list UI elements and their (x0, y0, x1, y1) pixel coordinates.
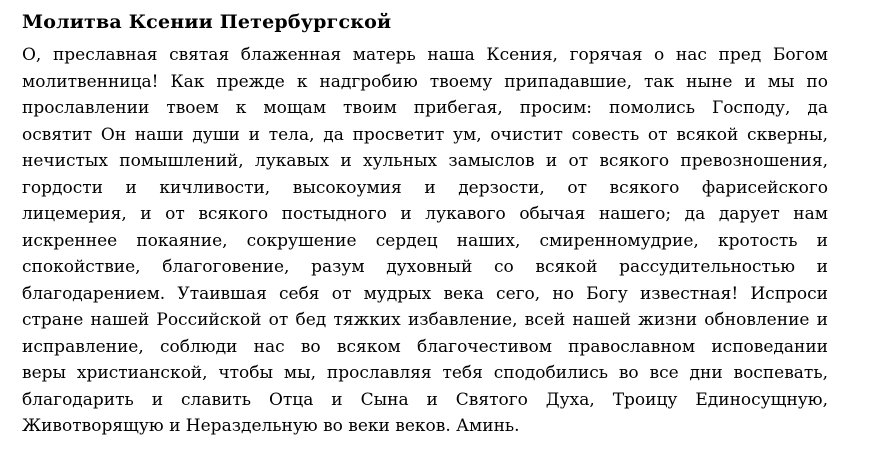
prayer-text (22, 42, 828, 440)
text-line: веры христианской, чтобы мы, прославляя тебя сподобились во все дни воспевать, (22, 363, 828, 383)
text-line: благодарением. Утаившая себя от мудрых века сего, но Богу известная! Испроси (22, 283, 828, 304)
text-line: стране нашей Российской от бед тяжких избавление, всей нашей жизни обновление и (22, 310, 828, 330)
text-line: лицемерия, и от всякого постыдного и лукавого обычая нашего; да дарует нам (22, 204, 828, 224)
text-line: искреннее покаяние, сокрушение сердец наших, смиренномудрие, кротость и (22, 230, 828, 251)
text-line: спокойствие, благоговение, разум духовный со всякой рассудительностью и (22, 257, 828, 277)
text-line: молитвенница! Как прежде к надгробию твоему припадавшие, так ныне и мы по (22, 71, 828, 92)
text-line: освятит Он наши души и тела, да просветит ум, очистит совесть от всякой скверны, (22, 124, 828, 145)
text-line: благодарить и славить Отца и Сына и Святого Духа, Троицу Единосущную, (22, 389, 828, 410)
text-line: нечистых помышлений, лукавых и хульных замыслов и от всякого превозношения, (22, 151, 828, 171)
text-line: О, преславная святая блаженная матерь наша Ксения, горячая о нас пред Богом (22, 45, 828, 65)
text-line: Животворящую и Нераздельную во веки веков. Аминь. (22, 416, 520, 436)
text-line: прославлении твоем к мощам твоим прибегая, просим: помолись Господу, да (22, 98, 828, 118)
text-line: гордости и кичливости, высокоумия и дерзости, от всякого фарисейского (22, 177, 828, 198)
document-title: Молитва Ксении Петербургской (22, 11, 392, 33)
text-line: исправление, соблюди нас во всяком благочестивом православном исповедании (22, 336, 828, 357)
document-page (22, 8, 828, 440)
